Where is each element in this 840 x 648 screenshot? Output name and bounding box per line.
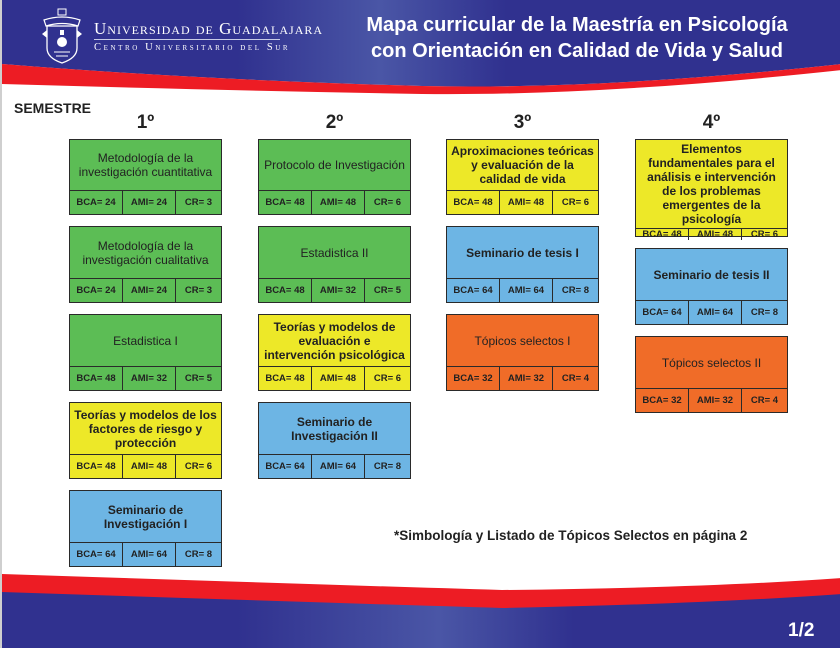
course-ami: AMI= 32 [312,279,365,302]
course-bca: BCA= 64 [70,543,123,566]
course-card [446,139,599,215]
course-cr: CR= 6 [373,373,402,384]
course-stats [70,278,221,302]
course-ami: AMI= 32 [123,367,176,390]
course-ami: AMI= 32 [689,389,742,412]
course-ami: AMI= 24 [123,191,176,214]
course-cr: CR= 6 [561,197,590,208]
course-bca: BCA= 64 [259,455,312,478]
course-bca: BCA= 48 [70,367,123,390]
course-cr: CR= 8 [373,461,402,472]
title-line-2: con Orientación en Calidad de Vida y Salud [371,40,783,62]
course-stats [70,366,221,390]
course-card [258,226,411,303]
course-ami: AMI= 64 [312,455,365,478]
course-stats [70,454,221,478]
course-bca: BCA= 24 [70,191,123,214]
course-ami: AMI= 32 [500,367,553,390]
course-stats [447,366,598,390]
course-cr: CR= 8 [561,285,590,296]
course-ami: AMI= 64 [123,543,176,566]
course-stats [636,228,787,240]
semester-3-heading: 3º [513,112,532,133]
course-name: Seminario de Investigación II [291,414,378,443]
course-card [446,314,599,391]
course-card [69,314,222,391]
course-stats [259,366,410,390]
course-card [69,490,222,567]
course-ami: AMI= 48 [689,229,742,240]
course-cr: CR= 6 [184,461,213,472]
course-bca: BCA= 48 [259,367,312,390]
course-bca: BCA= 32 [447,367,500,390]
course-stats [259,190,410,214]
campus-name: Centro Universitario del Sur [94,42,291,53]
course-cr: CR= 3 [184,197,213,208]
course-name: Protocolo de Investigación [264,158,405,172]
course-name: Metodología de la investigación cuantitativa [78,151,213,179]
course-name: Teorías y modelos de evaluación e intervención psicológica [264,319,405,362]
course-card [69,139,222,215]
course-card [635,336,788,413]
course-name: Estadistica I [113,333,178,348]
course-cr: CR= 8 [750,307,779,318]
course-card [258,314,411,391]
course-card [446,226,599,303]
course-name: Estadistica II [300,245,369,260]
course-bca: BCA= 64 [636,301,689,324]
semester-1-heading: 1º [136,112,155,133]
course-card [635,139,788,240]
university-crest-logo [40,8,84,64]
course-name: Elementos fundamentales para el análisis e intervención de los problemas emergentes de la psicología [647,142,776,226]
page-title [322,12,832,64]
course-stats [447,278,598,302]
course-bca: BCA= 64 [447,279,500,302]
course-name: Teorías y modelos de los factores de riesgo y protección [74,407,217,450]
page-number: 1/2 [788,620,815,641]
course-name: Seminario de Investigación I [103,502,188,531]
course-name: Metodología de la investigación cualitativa [82,238,209,267]
semester-4-heading: 4º [702,112,721,133]
course-ami: AMI= 48 [500,191,553,214]
course-stats [259,278,410,302]
course-stats [70,542,221,566]
course-ami: AMI= 48 [312,367,365,390]
course-name: Seminario de tesis I [466,245,579,260]
course-card [69,226,222,303]
university-divider [94,39,280,40]
course-stats [259,454,410,478]
course-cr: CR= 6 [373,197,402,208]
course-stats [70,190,221,214]
course-stats [447,190,598,214]
course-card [258,139,411,215]
course-cr: CR= 4 [750,395,779,406]
course-cr: CR= 4 [561,373,590,384]
course-bca: BCA= 48 [259,191,312,214]
semestre-label: SEMESTRE [14,100,92,116]
course-cr: CR= 5 [184,373,213,384]
course-bca: BCA= 48 [636,229,689,240]
course-bca: BCA= 48 [259,279,312,302]
course-ami: AMI= 48 [312,191,365,214]
footnote: *Simbología y Listado de Tópicos Selectos en página 2 [394,528,748,543]
course-cr: CR= 8 [184,549,213,560]
course-name: Tópicos selectos I [474,333,571,348]
course-name: Seminario de tesis II [653,267,770,282]
course-bca: BCA= 48 [70,455,123,478]
course-stats [636,300,787,324]
course-ami: AMI= 64 [500,279,553,302]
title-line-1: Mapa curricular de la Maestría en Psicología [366,14,788,36]
course-ami: AMI= 64 [689,301,742,324]
course-card [69,402,222,479]
course-cr: CR= 5 [373,285,402,296]
course-name: Tópicos selectos II [661,355,762,370]
university-name: Universidad de Guadalajara [94,19,324,38]
course-card [635,248,788,325]
course-card [258,402,411,479]
course-name: Aproximaciones teóricas y evaluación de la calidad de vida [451,144,594,186]
course-cr: CR= 6 [750,229,779,240]
semester-2-heading: 2º [325,112,344,133]
course-stats [636,388,787,412]
course-cr: CR= 3 [184,285,213,296]
course-ami: AMI= 24 [123,279,176,302]
course-bca: BCA= 32 [636,389,689,412]
course-bca: BCA= 24 [70,279,123,302]
footer-banner [2,570,840,648]
course-ami: AMI= 48 [123,455,176,478]
course-bca: BCA= 48 [447,191,500,214]
